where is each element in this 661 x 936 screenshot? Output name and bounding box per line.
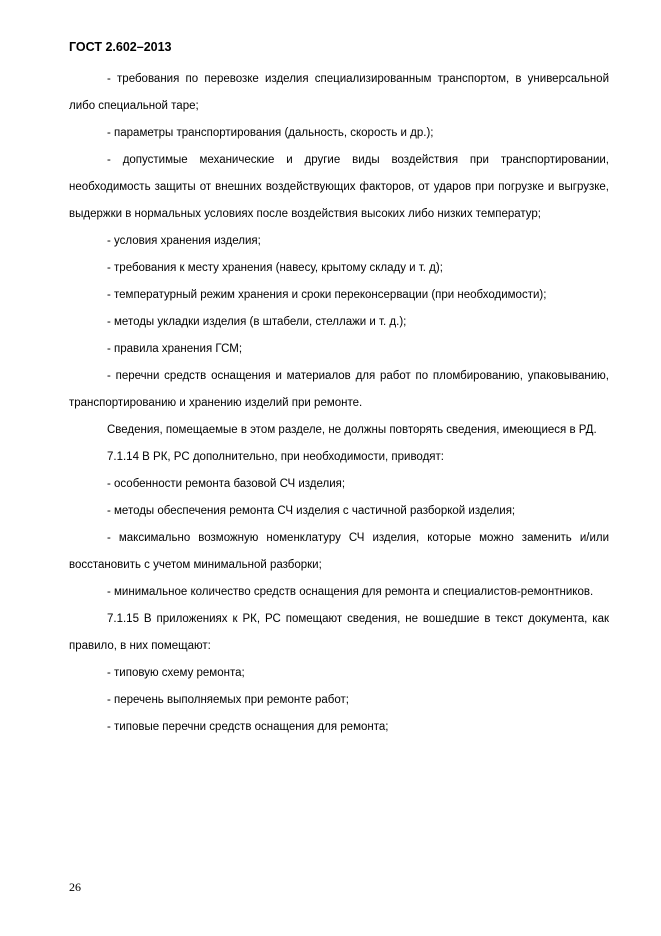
paragraph: - допустимые механические и другие виды воздействия при транспортировании, необходимость защиты от внешних воздействующих факторов, от ударов при погрузке и выгрузке, выдержки в нормальных условиях после воздействия высоких либо низких температур; [69, 154, 609, 220]
section-7-1-14: 7.1.14 В РК, РС дополнительно, при необходимости, приводят: [107, 451, 444, 463]
page-number: 26 [69, 880, 81, 894]
section-7-1-15: 7.1.15 В приложениях к РК, РС помещают сведения, не вошедшие в текст документа, как правило, в них помещают: [69, 613, 609, 652]
paragraph: - типовые перечни средств оснащения для ремонта; [107, 721, 389, 733]
paragraph: - температурный режим хранения и сроки переконсервации (при необходимости); [107, 289, 547, 301]
document-header: ГОСТ 2.602–2013 [69, 40, 172, 54]
paragraph: - перечень выполняемых при ремонте работ; [107, 694, 349, 706]
paragraph: - методы укладки изделия (в штабели, стеллажи и т. д.); [107, 316, 407, 328]
paragraph: - типовую схему ремонта; [107, 667, 245, 679]
paragraph: - правила хранения ГСМ; [107, 343, 243, 355]
paragraph: - требования к месту хранения (навесу, крытому складу и т. д); [107, 262, 443, 274]
paragraph: - перечни средств оснащения и материалов для работ по пломбированию, упаковыванию, транспортированию и хранению изделий при ремонте. [69, 370, 609, 409]
paragraph: - особенности ремонта базовой СЧ изделия; [107, 478, 346, 490]
paragraph: - минимальное количество средств оснащения для ремонта и специалистов-ремонтников. [107, 586, 594, 598]
paragraph: - параметры транспортирования (дальность, скорость и др.); [107, 127, 434, 139]
paragraph: - условия хранения изделия; [107, 235, 261, 247]
paragraph: - максимально возможную номенклатуру СЧ изделия, которые можно заменить и/или восстановить с учетом минимальной разборки; [69, 532, 609, 571]
document-body [69, 66, 609, 741]
paragraph: Сведения, помещаемые в этом разделе, не должны повторять сведения, имеющиеся в РД. [107, 424, 597, 436]
paragraph: - методы обеспечения ремонта СЧ изделия с частичной разборкой изделия; [107, 505, 516, 517]
paragraph: - требования по перевозке изделия специализированным транспортом, в универсальной либо специальной таре; [69, 73, 609, 112]
